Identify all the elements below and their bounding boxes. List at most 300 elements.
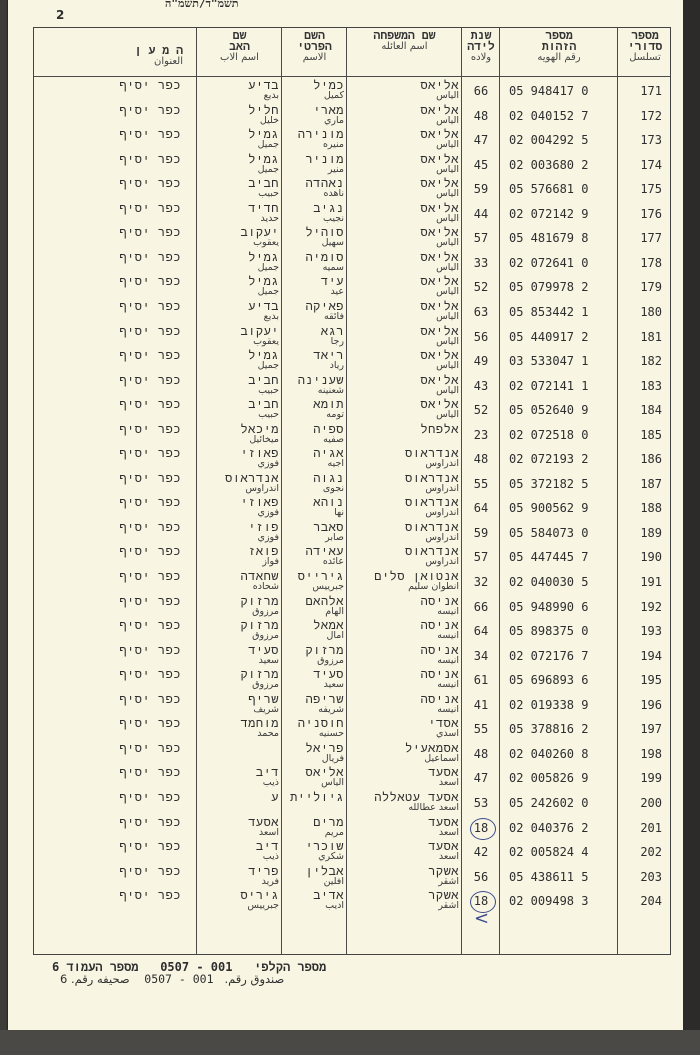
first-name-he: חוסניה: [297, 716, 344, 731]
first-name-cell: [282, 496, 347, 521]
address-cell: [34, 496, 197, 521]
column-header-address-he: ה מ ע ן: [134, 43, 183, 57]
birth-year-cell: 42: [473, 845, 489, 860]
column-header-family-name-ar: اسم العائله: [381, 41, 428, 52]
father-name-he: גמיל: [248, 127, 279, 142]
first-name-ar: عائده: [322, 556, 344, 568]
birth-year-cell: 44: [473, 206, 489, 221]
father-name-cell: [197, 766, 282, 791]
serial-number-cell: 185: [640, 427, 662, 442]
family-name-he: אסמאעיל: [405, 740, 459, 755]
family-name-he: אליאס: [420, 274, 459, 289]
birth-year-cell: 55: [473, 722, 489, 737]
first-name-ar: صابر: [325, 531, 344, 543]
first-name-cell: [282, 816, 347, 841]
birth-year-cell: 41: [473, 697, 489, 712]
father-name-cell: [197, 128, 282, 153]
birth-year-cell: 48: [473, 452, 489, 467]
family-name-cell: [347, 545, 462, 570]
first-name-ar: فائقه: [324, 310, 344, 322]
birth-year-cell: 61: [473, 673, 489, 688]
father-name-he: שריף: [248, 691, 279, 706]
serial-number-cell: 172: [640, 108, 662, 123]
family-name-cell: [347, 816, 462, 841]
table-row: [34, 275, 670, 300]
address-cell: [34, 153, 197, 178]
family-name-he: אניסה: [420, 618, 459, 633]
id-number-cell: 05 948417 0: [509, 84, 589, 98]
address-text: כפר יסיף: [119, 127, 181, 142]
address-text: כפר יסיף: [119, 348, 181, 363]
father-name-ar: فوزي: [257, 458, 279, 470]
address-text: כפר יסיף: [119, 298, 181, 313]
id-number-cell: 02 019338 9: [509, 697, 589, 712]
id-number-cell: 02 004292 5: [509, 133, 589, 148]
birth-year-cell: 53: [473, 795, 489, 810]
first-name-he: שענינה: [297, 372, 344, 387]
first-name-cell: [282, 472, 347, 497]
family-name-ar: انيسه: [437, 654, 459, 666]
father-name-he: גמיל: [248, 348, 279, 363]
father-name-ar: جميل: [257, 360, 279, 372]
footer-box-label: صندوق رقم.: [224, 972, 285, 986]
family-name-he: אניסה: [420, 691, 459, 706]
serial-number-cell: 203: [640, 869, 662, 884]
family-name-ar: الياس: [436, 237, 459, 249]
family-name-he: אנטואן סלים: [374, 569, 459, 583]
father-name-he: בדיע: [248, 298, 279, 313]
address-text: כפר יסיף: [119, 740, 181, 755]
address-cell: [34, 423, 197, 448]
first-name-he: אלהאם: [305, 593, 344, 608]
first-name-ar: الهام: [325, 605, 344, 617]
father-name-ar: سعيد: [258, 654, 279, 666]
family-name-cell: [347, 374, 462, 399]
column-header-address: [34, 28, 197, 76]
family-name-ar: الياس: [436, 90, 459, 101]
id-number-cell: 02 005826 9: [509, 771, 589, 786]
family-name-ar: اندراوس: [425, 556, 459, 568]
id-number-cell: 02 072141 1: [509, 378, 589, 393]
father-name-he: גמיל: [248, 249, 279, 264]
father-name-cell: [197, 496, 282, 521]
first-name-cell: [282, 226, 347, 251]
family-name-cell: [347, 349, 462, 374]
first-name-ar: منير: [327, 163, 344, 175]
father-name-ar: محمد: [257, 728, 279, 740]
family-name-cell: [347, 791, 462, 816]
father-name-cell: [197, 521, 282, 546]
family-name-ar: اندراوس: [425, 507, 459, 519]
first-name-he: ספיה: [313, 421, 344, 436]
id-number-cell: 05 372182 5: [509, 476, 589, 491]
father-name-ar: فوزي: [257, 507, 279, 519]
father-name-cell: [197, 79, 282, 104]
first-name-he: מארי: [313, 102, 344, 117]
first-name-cell: [282, 791, 347, 816]
family-name-cell: [347, 693, 462, 718]
id-number-cell: 05 948990 6: [509, 599, 589, 614]
birth-year-cell: 56: [473, 869, 489, 884]
family-name-cell: [347, 128, 462, 153]
id-number-cell: 05 853442 1: [509, 304, 589, 319]
family-name-ar: اشقر: [438, 900, 459, 912]
family-name-ar: انيسه: [437, 679, 459, 691]
first-name-ar: ناهده: [323, 188, 344, 200]
address-text: כפר יסיף: [119, 249, 181, 264]
table-row: [34, 791, 670, 816]
family-name-ar: الياس: [436, 409, 459, 421]
address-cell: [34, 251, 197, 276]
father-name-cell: [197, 545, 282, 570]
family-name-ar: اسعد: [438, 851, 459, 863]
father-name-ar: بديع: [263, 310, 279, 322]
first-name-cell: [282, 521, 347, 546]
id-number-cell: 05 378816 2: [509, 722, 589, 737]
first-name-he: סומיה: [305, 249, 344, 264]
father-name-ar: بديع: [263, 90, 279, 101]
father-name-he: מרזוק: [240, 618, 279, 633]
serial-number-cell: 179: [640, 280, 662, 295]
address-cell: [34, 79, 197, 104]
family-name-he: אסעד: [428, 814, 459, 829]
family-name-he: אשקר: [428, 888, 459, 903]
father-name-he: פוזי: [248, 519, 279, 534]
first-name-cell: [282, 325, 347, 350]
family-name-ar: الياس: [436, 163, 459, 175]
father-name-cell: [197, 251, 282, 276]
birth-year-cell: 47: [473, 133, 489, 148]
first-name-ar: رياد: [329, 360, 344, 372]
father-name-he: חביב: [248, 372, 279, 387]
serial-number-cell: 174: [640, 157, 662, 172]
table-row: [34, 889, 670, 914]
first-name-he: אמאל: [313, 618, 344, 633]
birth-year-cell: 64: [473, 501, 489, 516]
father-name-cell: [197, 889, 282, 914]
father-name-ar: جميل: [257, 139, 279, 151]
family-name-cell: [347, 177, 462, 202]
first-name-he: גירייס: [297, 569, 344, 583]
column-header-id-number: [500, 28, 618, 76]
table-row: [34, 619, 670, 644]
address-cell: [34, 398, 197, 423]
family-name-he: אליאס: [420, 348, 459, 363]
table-row: [34, 300, 670, 325]
father-name-he: חליל: [248, 102, 279, 117]
first-name-ar: تومه: [326, 409, 344, 421]
table-row: [34, 595, 670, 620]
address-text: כפר יסיף: [119, 470, 181, 485]
family-name-he: אליאס: [420, 200, 459, 215]
birth-year-cell: 64: [473, 624, 489, 639]
header-divider: [34, 76, 670, 77]
family-name-ar: الياس: [436, 360, 459, 372]
address-cell: [34, 275, 197, 300]
birth-year-cell: 66: [473, 599, 489, 614]
address-text: כפר יסיף: [119, 397, 181, 412]
birth-year-cell: 33: [473, 255, 489, 270]
first-name-ar: حسنيه: [318, 728, 344, 740]
father-name-he: גמיל: [248, 274, 279, 289]
address-cell: [34, 545, 197, 570]
family-name-cell: [347, 226, 462, 251]
first-name-cell: [282, 128, 347, 153]
first-name-he: נוהא: [313, 495, 344, 510]
family-name-ar: انطوان سليم: [408, 581, 459, 592]
address-cell: [34, 177, 197, 202]
id-number-cell: 02 072518 0: [509, 427, 589, 442]
father-name-cell: [197, 595, 282, 620]
column-header-id-number-he: מספר הזהות: [541, 28, 577, 53]
table-row: [34, 79, 670, 104]
birth-year-cell: 45: [473, 157, 489, 172]
first-name-cell: [282, 865, 347, 890]
address-text: כפר יסיף: [119, 102, 181, 117]
footer-page-label: מספר העמוד: [66, 960, 139, 974]
scan-edge-right: [683, 0, 700, 1055]
first-name-cell: [282, 251, 347, 276]
address-cell: [34, 889, 197, 914]
address-cell: [34, 668, 197, 693]
pen-circle-annotation: [470, 818, 496, 840]
address-cell: [34, 619, 197, 644]
birth-year-cell: 32: [473, 575, 489, 589]
first-name-ar: منيره: [322, 139, 344, 151]
first-name-he: פריאל: [305, 740, 344, 755]
address-text: כפר יסיף: [119, 618, 181, 633]
table-row: [34, 177, 670, 202]
family-name-cell: [347, 595, 462, 620]
footer-sheet-label: صحيفه رقم.: [70, 972, 130, 986]
father-name-he: יעקוב: [240, 225, 279, 240]
first-name-he: סעיד: [313, 667, 344, 682]
birth-year-cell: 57: [473, 231, 489, 246]
table-row: [34, 644, 670, 669]
family-name-cell: [347, 521, 462, 546]
first-name-he: נגוה: [313, 470, 344, 485]
birth-year-cell: 18: [473, 894, 489, 909]
father-name-cell: [197, 816, 282, 841]
id-number-cell: 02 003680 2: [509, 157, 589, 172]
first-name-cell: [282, 177, 347, 202]
address-cell: [34, 202, 197, 227]
first-name-he: פאיקה: [305, 298, 344, 313]
address-text: כפר יסיף: [119, 151, 181, 166]
first-name-cell: [282, 374, 347, 399]
family-name-cell: [347, 251, 462, 276]
father-name-ar: مرزوق: [252, 605, 279, 617]
father-name-cell: [197, 300, 282, 325]
table-row: [34, 742, 670, 767]
first-name-he: גיוליית: [290, 789, 344, 804]
first-name-ar: اديب: [325, 900, 344, 912]
family-name-cell: [347, 472, 462, 497]
serial-number-cell: 204: [640, 894, 662, 909]
father-name-ar: ذيب: [262, 777, 279, 789]
column-header-birth-year-ar: ولاده: [470, 52, 492, 63]
column-header-birth-year: [462, 28, 500, 76]
father-name-cell: [197, 177, 282, 202]
first-name-he: מוניר: [305, 151, 344, 166]
family-name-cell: [347, 668, 462, 693]
first-name-cell: [282, 889, 347, 914]
address-cell: [34, 766, 197, 791]
father-name-ar: جميل: [257, 163, 279, 175]
family-name-he: אסעד: [428, 765, 459, 780]
birth-year-cell: 63: [473, 304, 489, 319]
father-name-cell: [197, 840, 282, 865]
family-name-he: אליאס: [420, 298, 459, 313]
table-row: [34, 766, 670, 791]
address-text: כפר יסיף: [119, 839, 181, 854]
column-header-family-name-he: שם המשפחה: [373, 28, 436, 42]
address-text: כפר יסיף: [119, 225, 181, 240]
first-name-he: מרזוק: [305, 642, 344, 657]
column-header-father-ar: اسم الاب: [220, 52, 259, 63]
first-name-he: אגיה: [313, 446, 344, 461]
birth-year-cell: 34: [473, 648, 489, 663]
id-number-cell: 02 040376 2: [509, 820, 589, 835]
first-name-ar: امال: [326, 630, 344, 642]
id-number-cell: 05 576681 0: [509, 182, 589, 197]
family-name-ar: اسعد عطالله: [408, 801, 459, 813]
first-name-cell: [282, 349, 347, 374]
address-text: כפר יסיף: [119, 200, 181, 215]
first-name-ar: سعيد: [323, 679, 344, 691]
first-name-cell: [282, 79, 347, 104]
id-number-cell: 05 079978 2: [509, 280, 589, 295]
father-name-ar: يعقوب: [253, 237, 279, 249]
first-name-cell: [282, 693, 347, 718]
address-text: כפר יסיף: [119, 78, 181, 92]
birth-year-cell: 57: [473, 550, 489, 565]
first-name-ar: ماري: [323, 114, 344, 126]
serial-number-cell: 197: [640, 722, 662, 737]
table-row: [34, 816, 670, 841]
serial-number-cell: 181: [640, 329, 662, 344]
first-name-cell: [282, 275, 347, 300]
father-name-he: מרזוק: [240, 593, 279, 608]
address-text: כפר יסיף: [119, 667, 181, 682]
address-cell: [34, 840, 197, 865]
family-name-ar: الياس: [436, 261, 459, 273]
serial-number-cell: 195: [640, 673, 662, 688]
table-row: [34, 840, 670, 865]
id-number-cell: 05 696893 6: [509, 673, 589, 688]
id-number-cell: 02 009498 3: [509, 894, 589, 909]
address-text: כפר יסיף: [119, 569, 181, 583]
address-text: כפר יסיף: [119, 593, 181, 608]
first-name-he: ריאד: [313, 348, 344, 363]
serial-number-cell: 200: [640, 795, 662, 810]
column-header-id-number-ar: رقم الهويه: [537, 52, 581, 63]
serial-number-cell: 171: [640, 84, 662, 98]
serial-number-cell: 189: [640, 525, 662, 540]
birth-year-cell: 48: [473, 746, 489, 761]
father-name-ar: حديد: [260, 212, 279, 224]
first-name-he: סאבר: [313, 519, 344, 534]
father-name-he: פאוזי: [240, 446, 279, 461]
table-row: [34, 447, 670, 472]
first-name-ar: سميه: [322, 261, 344, 273]
first-name-cell: [282, 644, 347, 669]
father-name-ar: اسعد: [258, 826, 279, 838]
father-name-ar: ذيب: [262, 851, 279, 863]
address-text: כפר יסיף: [119, 691, 181, 706]
address-text: כפר יסיף: [119, 544, 181, 559]
id-number-cell: 05 447445 7: [509, 550, 589, 565]
serial-number-cell: 199: [640, 771, 662, 786]
table-row: [34, 128, 670, 153]
family-name-he: אנדראוס: [405, 519, 459, 534]
family-name-cell: [347, 104, 462, 129]
column-header-serial: [618, 28, 672, 76]
family-name-cell: [347, 300, 462, 325]
serial-number-cell: 187: [640, 476, 662, 491]
family-name-cell: [347, 423, 462, 448]
footer-page-value: 6: [52, 960, 60, 974]
family-name-cell: [347, 644, 462, 669]
family-name-cell: [347, 619, 462, 644]
id-number-cell: 05 900562 9: [509, 501, 589, 516]
family-name-cell: [347, 398, 462, 423]
address-cell: [34, 791, 197, 816]
family-name-he: אשקר: [428, 863, 459, 878]
father-name-cell: [197, 398, 282, 423]
address-cell: [34, 816, 197, 841]
column-header-father-he: שם האב: [229, 28, 250, 53]
father-name-cell: [197, 619, 282, 644]
address-cell: [34, 325, 197, 350]
family-name-he: אסעד: [428, 839, 459, 854]
first-name-cell: [282, 619, 347, 644]
family-name-he: אליאס: [420, 176, 459, 191]
serial-number-cell: 186: [640, 452, 662, 467]
table-row: [34, 717, 670, 742]
family-name-he: אליאס: [420, 151, 459, 166]
address-text: כפר יסיף: [119, 814, 181, 829]
family-name-ar: اندراوس: [425, 458, 459, 470]
address-cell: [34, 226, 197, 251]
family-name-he: אסדי: [428, 716, 459, 731]
table-row: [34, 104, 670, 129]
family-name-he: אנדראוס: [405, 544, 459, 559]
address-cell: [34, 300, 197, 325]
father-name-he: אנדראוס: [225, 470, 279, 485]
column-header-address-ar: العنوان: [154, 56, 183, 67]
table-row: [34, 693, 670, 718]
serial-number-cell: 183: [640, 378, 662, 393]
first-name-ar: مريم: [324, 826, 344, 838]
family-name-he: אלפחל: [420, 421, 459, 436]
father-name-cell: [197, 423, 282, 448]
father-name-ar: شحاده: [252, 581, 279, 592]
first-name-he: מרים: [313, 814, 344, 829]
id-number-cell: 05 584073 0: [509, 525, 589, 540]
birth-year-cell: 48: [473, 108, 489, 123]
father-name-ar: فوزي: [257, 531, 279, 543]
birth-year-cell: 56: [473, 329, 489, 344]
father-name-cell: [197, 668, 282, 693]
table-row: [34, 496, 670, 521]
birth-year-cell: 59: [473, 182, 489, 197]
pen-check-mark: <: [474, 908, 490, 929]
family-name-he: אליאס: [420, 78, 459, 92]
table-row: [34, 226, 670, 251]
father-name-he: דיב: [255, 765, 279, 780]
family-name-ar: اسماعيل: [424, 752, 459, 764]
